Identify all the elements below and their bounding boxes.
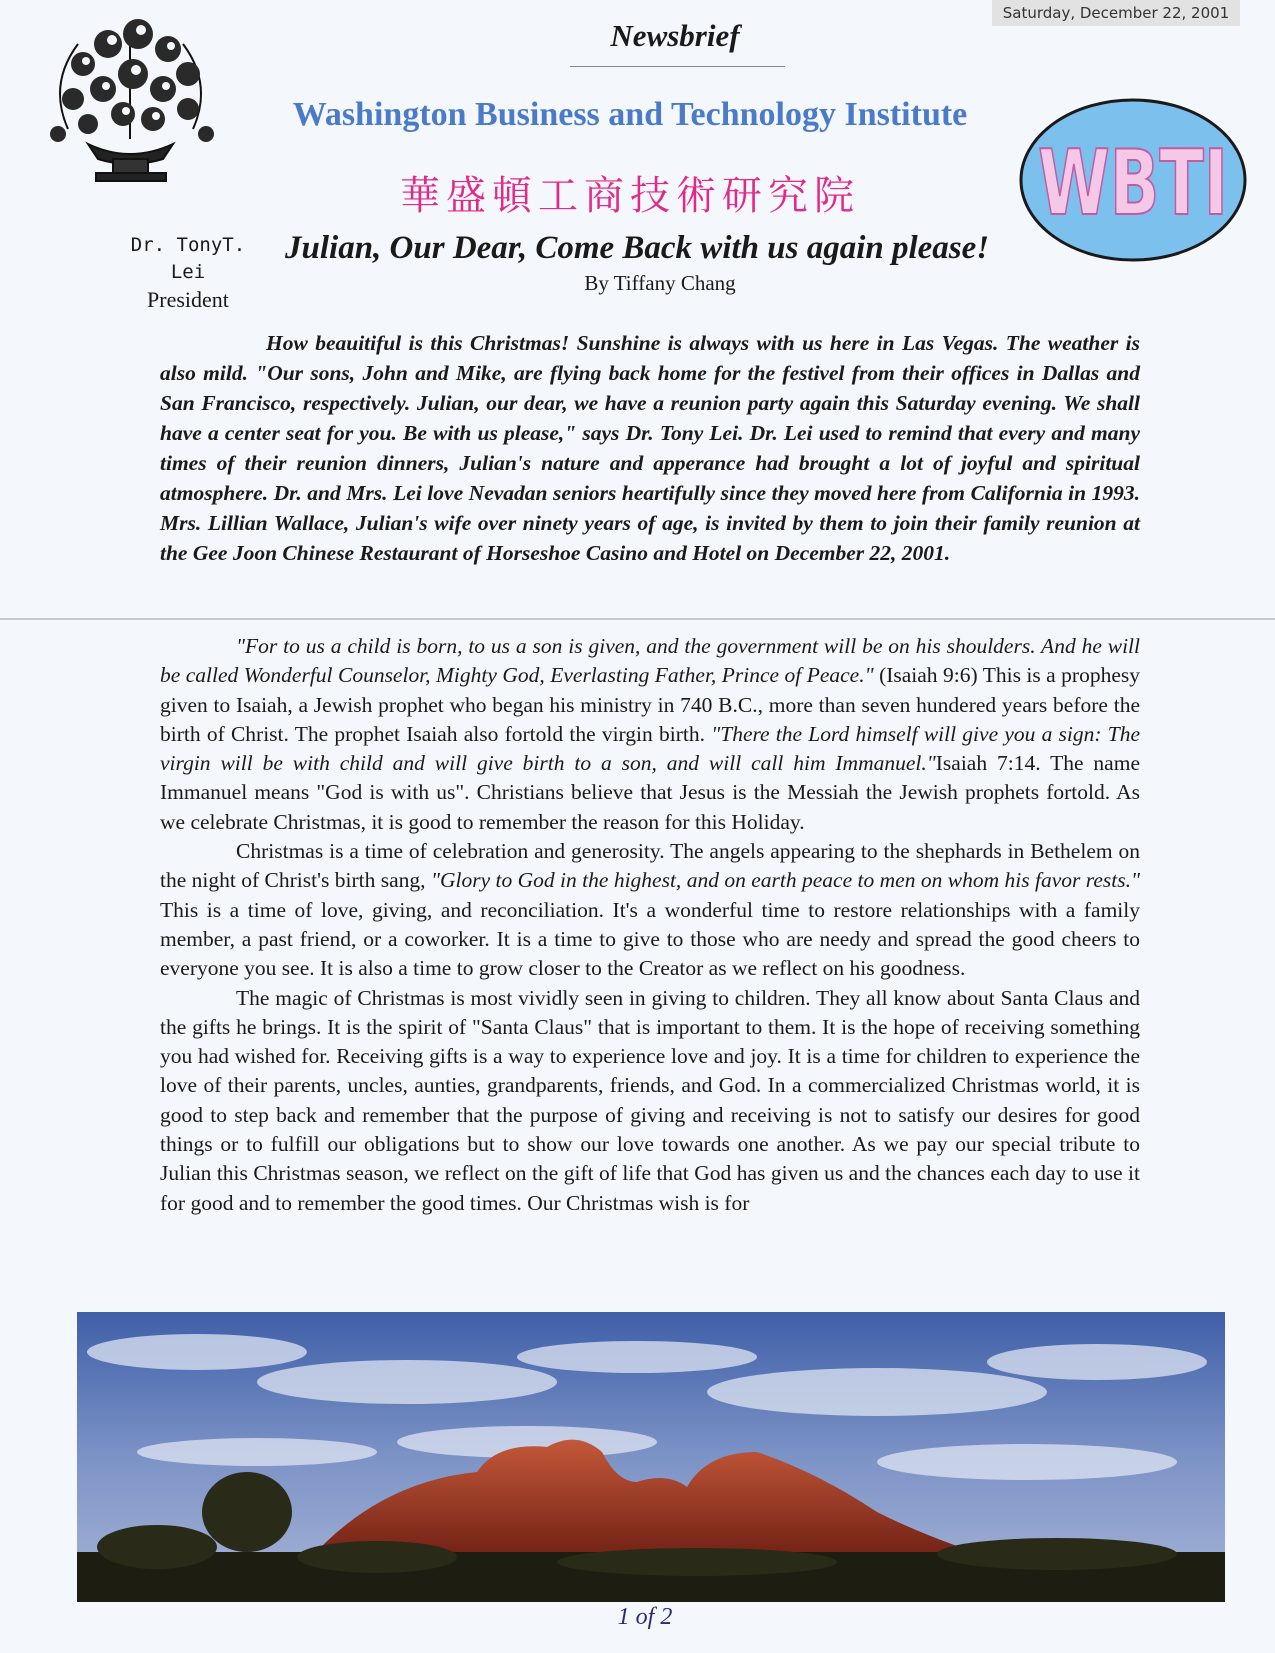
p2-text-1: Christmas is a time of celebration and generosity. The angels appearing to the shephards in Bethelem on the night of Christ's birth sang,	[160, 839, 1140, 893]
isaiah-7-quote: "There the Lord himself will give you a sign: The virgin will be with child and will give birth to a son, and will call him Immanuel."	[160, 721, 1141, 776]
p1-text-1: (Isaiah 9:6) This is a prophesy given to Isaiah, a Jewish prophet who began his ministry in 740 B.C., more than seven hundered years before the birth of Christ. The prophet Isaiah also fortold the virgin birth.	[160, 663, 1140, 746]
wbti-logo	[1018, 96, 1248, 264]
newsbrief-title: Newsbrief	[610, 18, 740, 53]
newsbrief-divider	[570, 66, 785, 67]
body-paragraph-3: The magic of Christmas is most vividly seen in giving to children. They all know about Santa Claus and the gifts he brings. It is the spirit of "Santa Claus" that is important to them. It is the hope of receiving something you had wished for. Receiving gifts is a way to experience love and joy. It is a time for children to experience the love of their parents, uncles, aunties, grandparents, friends, and God. In a commercialized Christmas world, it is good to step back and remember that the purpose of giving and receiving is not to satisfy our desires for good things or to fulfill our obligations but to show our love towards one another. As we pay our special tribute to Julian this Christmas season, we reflect on the gift of life that God has given us and the chances each day to use it for good and to remember the good times. Our Christmas wish is for	[160, 985, 1140, 1215]
president-block	[108, 232, 268, 313]
article-headline: Julian, Our Dear, Come Back with us again please!	[285, 230, 990, 266]
article-byline: By Tiffany Chang	[584, 271, 736, 295]
article-body	[160, 632, 1140, 1218]
intro-text: How beauitiful is this Christmas! Sunshine is always with us here in Las Vegas. The weather is also mild. "Our sons, John and Mike, are flying back home for the festivel from their offices in Dallas and San Francisco, respectively. Julian, our dear, we have a reunion party again this Saturday evening. We shall have a center seat for you. Be with us please," says Dr. Tony Lei. Dr. Lei used to remind that every and many times of their reunion dinners, Julian's nature and apperance had brought a lot of joyful and spiritual atmosphere. Dr. and Mrs. Lei love Nevadan seniors heartifully since they moved here from California in 1993. Mrs. Lillian Wallace, Julian's wife over ninety years of age, is invited by them to join their family reunion at the Gee Joon Chinese Restaurant of Horseshoe Casino and Hotel on December 22, 2001.	[160, 331, 1140, 565]
landscape-photo	[77, 1312, 1225, 1602]
section-divider	[0, 618, 1275, 620]
president-title: President	[147, 287, 229, 312]
p2-text-2: This is a time of love, giving, and reconciliation. It's a wonderful time to restore relationships with a family member, a past friend, or a coworker. It is a time to give to those who are needy and spread the good cheers to everyone you see. It is also a time to grow closer to the Creator as we reflect on his goodness.	[160, 897, 1140, 981]
body-paragraph-2	[160, 837, 1140, 983]
body-paragraph-1	[160, 632, 1140, 837]
p1-text-2: Isaiah 7:14. The name Immanuel means "God is with us". Christians believe that Jesus is the Messiah the Jewish prophets fortold. As we celebrate Christmas, it is good to remember the reason for this Holiday.	[160, 751, 1140, 834]
isaiah-9-quote: "For to us a child is born, to us a son is given, and the government will be on his shoulders. And he will be called Wonderful Counselor, Mighty God, Everlasting Father, Prince of Peace."	[160, 634, 1140, 688]
institute-name-chinese: 華盛頓工商技術研究院	[400, 173, 860, 219]
president-name: Dr. TonyT. Lei	[130, 234, 246, 283]
page-number: 1 of 2	[617, 1604, 673, 1630]
angels-quote: "Glory to God in the highest, and on earth peace to men on whom his favor rests."	[430, 868, 1140, 893]
intro-paragraph	[160, 328, 1140, 568]
date-label: Saturday, December 22, 2001	[992, 0, 1240, 26]
institute-name: Washington Business and Technology Institute	[292, 96, 968, 133]
svg-text:WBTI: WBTI	[1038, 131, 1228, 236]
